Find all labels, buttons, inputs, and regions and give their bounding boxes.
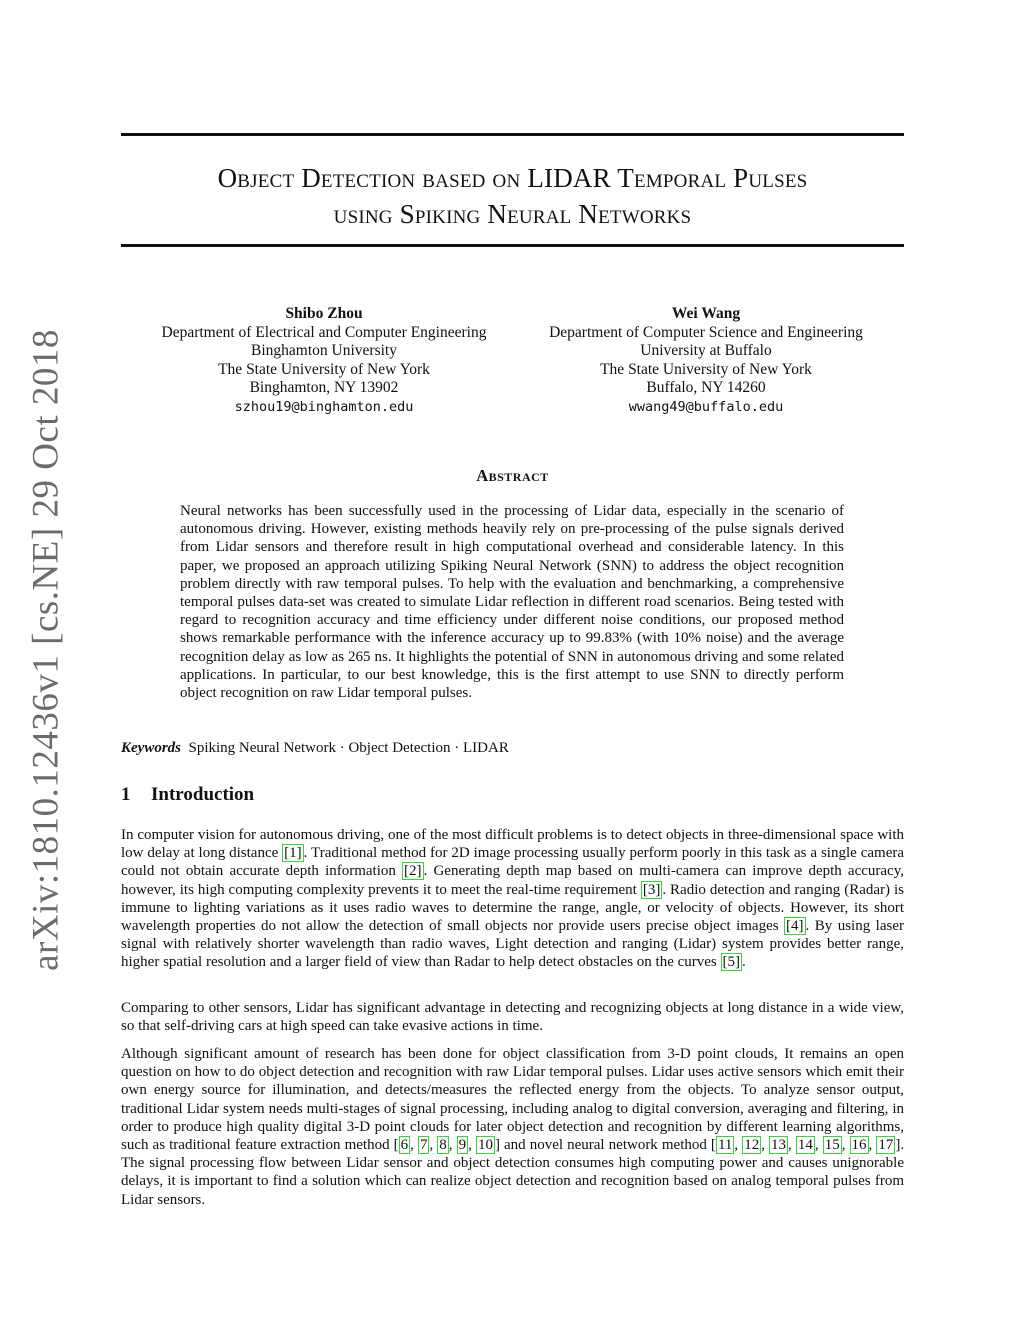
author-name: Wei Wang — [671, 305, 741, 322]
text-span: ] and novel neural network method [ — [494, 1137, 716, 1154]
text-span: . Radio detection and ranging (Radar) is immune to lighting variations as it uses radio waves to determine the range, angle, or velocity of objects. However, its short wavelength properties do not allow the detection of small objects nor provide users precise object images — [121, 881, 904, 935]
keywords-text: Spiking Neural Network · Object Detection · LIDAR — [188, 740, 509, 756]
citation-link[interactable]: 8 — [439, 1137, 447, 1154]
author-block-1 — [144, 305, 504, 416]
author-location: Binghamton, NY 13902 — [249, 379, 399, 396]
keywords — [121, 739, 904, 757]
citation-link[interactable]: 17 — [878, 1137, 894, 1154]
text-span: . Traditional method for 2D image processing usually perform poorly in this task as a single camera could not obtain accurate depth information — [121, 845, 905, 880]
citation-link[interactable]: 12 — [744, 1137, 760, 1154]
citation-link[interactable]: 13 — [771, 1137, 787, 1154]
text-span: . — [742, 954, 746, 971]
author-dept: Department of Computer Science and Engineering — [549, 323, 863, 341]
citation-link[interactable]: [2] — [404, 863, 422, 880]
text-span: In computer vision for autonomous driving, one of the most difficult problems is to detect objects in three-dimensional space with low delay at long distance — [121, 827, 904, 862]
citation-link[interactable]: 9 — [458, 1137, 467, 1154]
text-span: Although significant amount of research has been done for object classification from 3-D point clouds, It remains an open question on how to do object detection and recognition with raw Lidar temporal pulses. Lidar uses active sensors which emit their own energy source for illumination, and detects/measures the reflected energy from the objects. To analyze sensor output, traditional Lidar system needs multi-stages of signal processing, including analog to digital conversion, averaging and filtering, in order to produce high quality digital 3-D point clouds for later object detection and recognition by different learning algorithms, such as traditional feature extraction method [ — [121, 1046, 904, 1154]
citation-link[interactable]: 16 — [851, 1137, 867, 1154]
author-university: Binghamton University — [251, 342, 397, 359]
title-line-2: using Spiking Neural Networks — [333, 199, 692, 229]
text-span: ]. The signal processing flow between Lidar sensor and object detection consumes high computing power and causes unignorable delays, it is important to find a solution which can realize object detection and recognition based on analog temporal pulses from Lidar sensors. — [121, 1137, 905, 1208]
author-system: The State University of New York — [218, 360, 430, 378]
intro-paragraph-1 — [121, 826, 904, 972]
intro-paragraph-3: Although significant amount of research has been done for object classification from 3-D point clouds, It remains an open question on how to do object detection and recognition with raw Lidar temporal pulses. Lidar uses active sensors which emit their own energy source for illumination, and detects/measures the reflected energy from the objects. To analyze sensor output, traditional Lidar system needs multi-stages of signal processing, including analog to digital conversion, averaging and filtering, in order to produce high quality digital 3-D point clouds for later object detection and recognition by different learning algorithms, such as traditional feature extraction method [ 6 , 7 , 8 , 9 , 10 ] and novel neural network method [ 11 , 12 , 13 , 14 , 15 , 16 , 17 ]. The signal processing flow between Lidar sensor and object detection consumes high computing power and causes unignorable delays, it is important to find a solution which can realize object detection and recognition based on analog temporal pulses from Lidar sensors. — [121, 1046, 905, 1208]
citation-link[interactable]: 6 — [400, 1137, 409, 1154]
author-block-2 — [528, 305, 884, 416]
keywords-label: Keywords — [121, 740, 181, 756]
citation-link[interactable]: [5] — [722, 954, 741, 971]
author-dept: Department of Electrical and Computer Engineering — [161, 323, 487, 341]
citation-link[interactable]: 14 — [797, 1137, 813, 1154]
abstract-text: Neural networks has been successfully used in the processing of Lidar data, especially in the scenario of autonomous driving. However, existing methods heavily rely on pre-processing of the pulse signals derived from Lidar sensors and therefore result in high computational overhead and considerable latency. In this paper, we proposed an approach utilizing Spiking Neural Network (SNN) to address the object recognition problem directly with raw temporal pulses. To help with the evaluation and benchmarking, a comprehensive temporal pulses data-set was created to simulate Lidar reflection in different road scenarios. Being tested with regard to recognition accuracy and time efficiency under different noise conditions, our proposed method shows remarkable performance with the inference accuracy up to 99.83% (with 10% noise) and the average recognition delay as low as 265 ns. It highlights the potential of SNN in autonomous driving and some related applications. In particular, to our best knowledge, this is the first attempt to use SNN to directly perform object recognition on raw Lidar temporal pulses. — [180, 503, 844, 702]
text-span: . By using laser signal with relatively shorter wavelength than radio waves, Light detection and ranging (Lidar) system provides better range, higher spatial resolution and a larger field of view than Radar to help detect obstacles on the curves — [121, 918, 904, 971]
author-email[interactable]: wwang49@buffalo.edu — [628, 398, 784, 415]
citation-link[interactable]: 11 — [717, 1137, 733, 1154]
intro-paragraph-2: Comparing to other sensors, Lidar has significant advantage in detecting and recognizing objects at long distance in a wide view, so that self-driving cars at high speed can take evasive actions in time. — [121, 1000, 904, 1035]
citation-link[interactable]: 7 — [419, 1137, 428, 1154]
text-span: . Generating depth map based on multi-camera can improve depth accuracy, however, its high computing complexity prevents it to meet the real-time requirement — [121, 863, 904, 898]
abstract-heading: Abstract — [476, 466, 549, 485]
section-title: Introduction — [151, 784, 255, 805]
title-rule-bottom — [121, 244, 904, 247]
author-name: Shibo Zhou — [285, 305, 363, 322]
citation-link[interactable]: [1] — [284, 845, 302, 862]
citation-link[interactable]: [3] — [642, 881, 661, 898]
author-university: University at Buffalo — [640, 342, 772, 359]
author-system: The State University of New York — [600, 360, 812, 378]
section-heading — [121, 784, 254, 806]
paper-title — [121, 160, 904, 232]
citation-link[interactable]: 15 — [824, 1137, 840, 1154]
author-email[interactable]: szhou19@binghamton.edu — [234, 398, 414, 415]
arxiv-stamp: arXiv:1810.12436v1 [cs.NE] 29 Oct 2018 — [25, 329, 67, 971]
author-location: Buffalo, NY 14260 — [646, 379, 766, 396]
title-rule-top — [121, 133, 904, 136]
section-number: 1 — [121, 784, 131, 805]
title-line-1: Object Detection based on LIDAR Temporal Pulses — [217, 163, 808, 193]
citation-link[interactable]: 10 — [477, 1137, 493, 1154]
citation-link[interactable]: [4] — [786, 918, 804, 935]
